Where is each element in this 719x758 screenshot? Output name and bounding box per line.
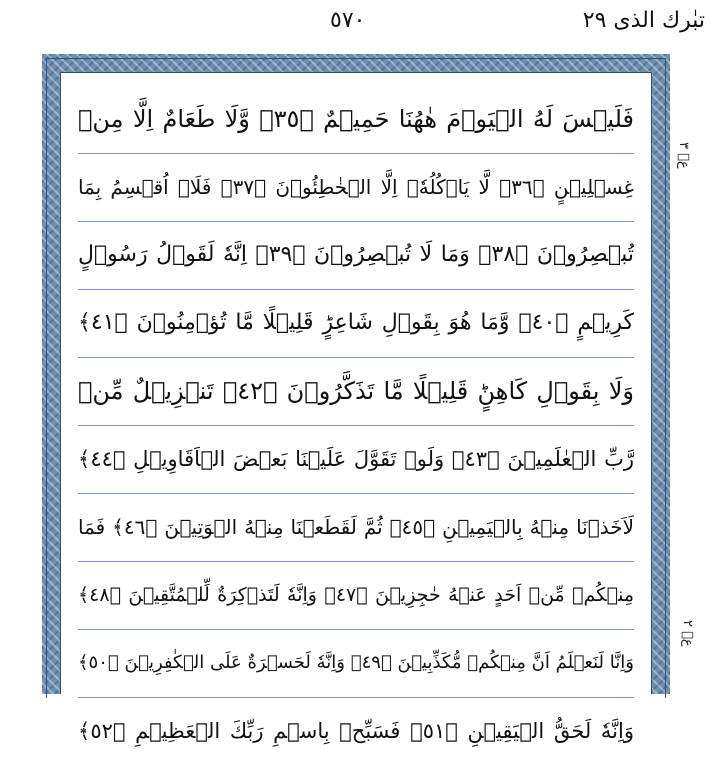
verse-text: لَاَخَذۡنَا مِنۡهُ بِالۡيَمِيۡنِ ﴿٤٥﴾ ثُمَّ لَقَطَعۡنَا مِنۡهُ الۡوَتِيۡنَ ﴿٤٦﴾ فَمَا [78,515,634,539]
verse-line [78,160,634,228]
verse-line [78,296,634,364]
line-rule [78,629,634,630]
line-rule [78,357,634,358]
verse-text: وَاِنَّا لَنَعۡلَمُ اَنَّ مِنۡكُمۡ مُّكَذِّبِيۡنَ ﴿٤٩﴾ وَاِنَّهٗ لَحَسۡرَةٌ عَلَى الۡكٰفِرِيۡنَ ﴿٥٠﴾ [78,652,634,673]
line-rule [78,561,634,562]
line-rule [78,289,634,290]
verse-line [78,500,634,568]
ruku-marker: عٖ ٢ [680,620,695,647]
ruku-marker: عٖ ٣ [676,142,691,169]
verse-text: تُبۡصِرُوۡنَ ﴿٣٨﴾ وَمَا لَا تُبۡصِرُوۡنَ ﴿٣٩﴾ اِنَّهٗ لَقَوۡلُ رَسُوۡلٍ [78,242,634,267]
verse-line [78,228,634,296]
line-rule [78,153,634,154]
verse-text: وَاِنَّهٗ لَحَقُّ الۡيَقِيۡنِ ﴿٥١﴾ فَسَبِّحۡ بِاسۡمِ رَبِّكَ الۡعَظِيۡمِ ﴿٥٢﴾ [78,719,634,743]
line-rule [78,425,634,426]
verse-line [78,636,634,704]
verse-text: وَلَا بِقَوۡلِ كَاهِنٍؕ قَلِيۡلًا مَّا تَذَكَّرُوۡنَ ﴿٤٢﴾ تَنۡزِيۡلٌ مِّنۡ [78,377,634,405]
verse-text: فَلَيۡسَ لَهُ الۡيَوۡمَ هٰهُنَا حَمِيۡمٌ ﴿٣٥﴾ وَّلَا طَعَامٌ اِلَّا مِنۡ [78,105,634,133]
page-number: ٥٧٠ [330,8,366,33]
verse-line [78,704,634,758]
line-rule [78,697,634,698]
verse-text: كَرِيۡمٍ ﴿٤٠﴾ وَّمَا هُوَ بِقَوۡلِ شَاعِرٍؕ قَلِيۡلًا مَّا تُؤۡمِنُوۡنَ ﴿٤١﴾ [78,310,634,335]
page-header [0,0,719,50]
verse-text: مِنۡكُمۡ مِّنۡ اَحَدٍ عَنۡهُ حٰجِزِيۡنَ ﴿٤٧﴾ وَاِنَّهٗ لَتَذۡكِرَةٌ لِّلۡمُتَّقِيۡنَ ﴿٤٨﴾ [78,584,634,606]
running-title: تبٰرك الذى ٢٩ [582,8,705,33]
verse-line [78,432,634,500]
verse-text: رَّبِّ الۡعٰلَمِيۡنَ ﴿٤٣﴾ وَلَوۡ تَقَوَّلَ عَلَيۡنَا بَعۡضَ الۡاَقَاوِيۡلِ ﴿٤٤﴾ [78,447,634,471]
verse-text: غِسۡلِيۡنٍ ﴿٣٦﴾ لَّا يَاۡكُلُهٗۤ اِلَّا الۡخٰطِئُوۡنَ ﴿٣٧﴾ فَلَاۤ اُقۡسِمُ بِمَا [78,175,634,199]
verse-lines [78,92,634,758]
verse-line [78,92,634,160]
line-rule [78,493,634,494]
line-rule [78,221,634,222]
verse-line [78,568,634,636]
verse-line [78,364,634,432]
